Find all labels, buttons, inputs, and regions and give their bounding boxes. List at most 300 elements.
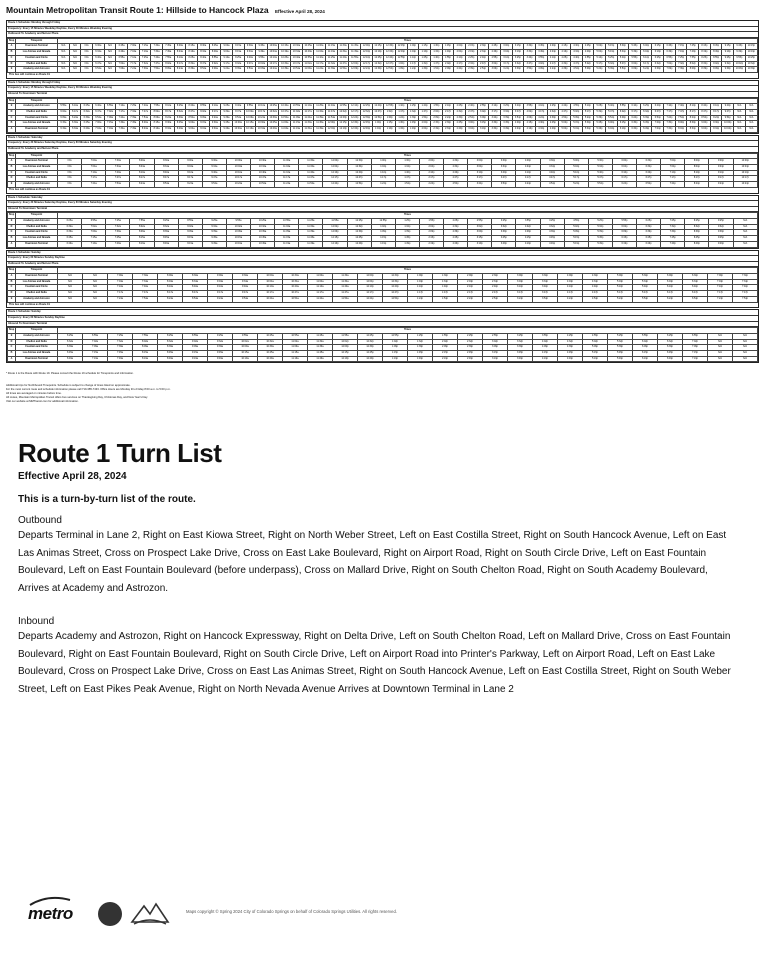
time-cell: 1:49p — [407, 127, 419, 133]
time-cell: 4:32p — [547, 109, 559, 115]
time-cell: 12:17p — [349, 109, 361, 115]
time-cell: 5:30p — [633, 274, 658, 280]
time-cell: 8:25a — [186, 55, 198, 61]
timepoint-name: Chelton and Delta — [16, 224, 58, 230]
time-cell: 9:02p — [710, 61, 722, 67]
stop-letter: C — [8, 285, 16, 291]
time-cell: 5:19p — [583, 356, 608, 362]
time-cell: 8:24a — [162, 115, 174, 121]
time-cell: 7:39p — [661, 230, 685, 236]
timepoint-name: Academy and Astrozon — [16, 104, 58, 110]
time-cell: 4:30p — [570, 44, 582, 50]
timepoint-name: Las Animas and Nevada — [16, 279, 58, 285]
time-cell: 1:39p — [419, 67, 431, 73]
time-cell: 10:49a — [251, 241, 275, 247]
time-cell: 10:04a — [267, 50, 279, 56]
time-cell: 8:00a — [139, 121, 151, 127]
time-cell: 1:25p — [395, 219, 419, 225]
time-cell: 2:00p — [419, 159, 443, 165]
time-cell: 8:49p — [710, 50, 722, 56]
time-cell: 10:00a — [258, 274, 283, 280]
time-cell: 1:19p — [419, 50, 431, 56]
time-cell: 1:39p — [407, 115, 419, 121]
time-cell: 11:47a — [299, 176, 323, 182]
time-cell: 4:30p — [583, 274, 608, 280]
time-cell: 7:39a — [108, 345, 133, 351]
time-cell: 10:32a — [258, 339, 283, 345]
time-cell: 10:39a — [258, 345, 283, 351]
time-cell: 12:15p — [333, 350, 358, 356]
time-cell: 6:54p — [652, 115, 664, 121]
time-cell: 4:54p — [540, 182, 564, 188]
time-cell: 8:02p — [687, 61, 699, 67]
time-cell: 4:49p — [540, 241, 564, 247]
time-cell: 8:17a — [174, 61, 186, 67]
time-cell: 1:24p — [407, 67, 419, 73]
time-cell: 3:02p — [489, 61, 501, 67]
time-cell: 7:09p — [664, 67, 676, 73]
time-cell: 9:09a — [197, 115, 209, 121]
time-cell: N/A — [733, 219, 758, 225]
time-cell: N/A — [733, 230, 758, 236]
time-cell: 6:39a — [58, 345, 83, 351]
time-cell: 11:10a — [302, 104, 314, 110]
time-cell: 12:40p — [384, 55, 396, 61]
time-cell: 3:19p — [468, 241, 492, 247]
time-cell: 10:25a — [258, 333, 283, 339]
time-cell: 8:19a — [186, 50, 198, 56]
time-cell: 3:17p — [489, 109, 501, 115]
time-cell: 7:40a — [106, 170, 130, 176]
time-cell: 1:19p — [384, 127, 396, 133]
time-cell: 9:02a — [197, 109, 209, 115]
time-cell: N/A — [734, 104, 746, 110]
timepoint-name: Academy and Astrozon — [16, 67, 58, 73]
time-cell: 1:15p — [384, 121, 396, 127]
time-cell: 3:45p — [500, 121, 512, 127]
time-cell: 12:19p — [337, 127, 349, 133]
time-cell: 9:55p — [734, 55, 746, 61]
time-cell: 4:40p — [559, 104, 571, 110]
time-cell: N/A — [104, 44, 116, 50]
time-cell: 10:17p — [733, 176, 758, 182]
time-cell: 7:19p — [675, 50, 687, 56]
time-cell: N/A — [81, 61, 93, 67]
time-cell: 8:54a — [186, 115, 198, 121]
time-cell: 7:49p — [661, 241, 685, 247]
time-cell: 8:24p — [687, 115, 699, 121]
time-cell: 2:32p — [465, 61, 477, 67]
time-cell: 10:17a — [267, 61, 279, 67]
time-cell: 11:04a — [314, 50, 326, 56]
time-cell: 10:55a — [302, 55, 314, 61]
stop-letter: C — [8, 115, 16, 121]
time-cell: 6:32a — [58, 224, 82, 230]
time-cell: 6:25p — [658, 333, 683, 339]
time-cell: 3:54p — [533, 296, 558, 302]
table-row — [8, 127, 758, 133]
time-cell: 7:02p — [683, 339, 708, 345]
time-cell: 4:30p — [540, 159, 564, 165]
time-cell: 9:40a — [202, 170, 226, 176]
time-cell: 6:30a — [69, 121, 81, 127]
timepoint-name: Downtown Terminal — [16, 356, 58, 362]
time-cell: 3:55p — [535, 55, 547, 61]
time-cell: 9:32a — [221, 109, 233, 115]
time-cell: 5:15p — [605, 44, 617, 50]
time-cell: 1:45p — [395, 236, 419, 242]
time-cell: 5:30p — [588, 159, 612, 165]
time-cell: 3:00p — [465, 121, 477, 127]
time-cell: 11:17a — [302, 109, 314, 115]
time-cell: 12:32p — [358, 339, 383, 345]
time-cell: 8:25p — [699, 55, 711, 61]
time-cell: 3:09p — [483, 345, 508, 351]
time-cell: 7:04a — [108, 279, 133, 285]
time-cell: 1:02p — [383, 339, 408, 345]
time-cell: 5:49p — [588, 241, 612, 247]
time-cell: 7:19a — [139, 50, 151, 56]
time-cell: 12:00p — [358, 274, 383, 280]
time-cell: 4:30p — [535, 121, 547, 127]
time-cell: 3:10p — [508, 285, 533, 291]
time-cell: 7:54a — [151, 67, 163, 73]
column-header: Times — [58, 268, 758, 274]
time-cell: 2:17p — [454, 61, 466, 67]
time-cell: 3:34p — [533, 279, 558, 285]
time-cell: 1:04p — [372, 127, 384, 133]
time-cell: 4:25p — [547, 104, 559, 110]
time-cell: 5:25p — [608, 333, 633, 339]
time-cell: 10:00p — [722, 121, 734, 127]
time-cell: 1:40p — [433, 285, 458, 291]
time-cell: 1:15p — [371, 236, 395, 242]
time-cell: 9:40a — [244, 55, 256, 61]
time-cell: 11:47a — [337, 61, 349, 67]
time-cell: 6:55a — [82, 219, 106, 225]
effective-date: Effective April 28, 2024 — [274, 9, 325, 14]
time-cell: 4:39p — [547, 115, 559, 121]
time-cell: 10:32a — [279, 61, 291, 67]
time-cell: 4:02p — [533, 339, 558, 345]
time-cell: 7:54p — [675, 115, 687, 121]
time-cell: 6:00p — [605, 121, 617, 127]
time-cell: 5:09p — [583, 345, 608, 351]
time-cell: N/A — [708, 333, 733, 339]
time-cell: 10:04a — [258, 279, 283, 285]
time-cell: 8:04a — [158, 279, 183, 285]
time-cell: 12:54p — [347, 182, 371, 188]
time-cell: 5:47p — [588, 176, 612, 182]
time-cell: 7:17a — [116, 109, 128, 115]
time-cell: 7:34a — [116, 127, 128, 133]
time-cell: 6:00p — [658, 274, 683, 280]
time-cell: 9:04a — [221, 50, 233, 56]
time-cell: 11:15a — [283, 350, 308, 356]
time-cell: 2:15p — [433, 350, 458, 356]
time-cell: 4:00p — [516, 159, 540, 165]
time-cell: N/A — [745, 115, 757, 121]
time-cell: 10:47a — [283, 291, 308, 297]
time-cell: 8:10p — [687, 104, 699, 110]
time-cell: 4:09p — [533, 345, 558, 351]
table-row — [8, 296, 758, 302]
time-cell: 8:09a — [162, 67, 174, 73]
time-cell: 8:02a — [133, 339, 158, 345]
time-cell: 3:55p — [516, 219, 540, 225]
time-cell: 9:10a — [178, 170, 202, 176]
time-cell: 8:17p — [685, 176, 709, 182]
time-cell: 9:19p — [722, 50, 734, 56]
time-cell: 9:04p — [699, 127, 711, 133]
time-cell: N/A — [69, 67, 81, 73]
time-cell: 4:55p — [582, 55, 594, 61]
time-cell: 2:54p — [483, 296, 508, 302]
stop-letter: A — [8, 159, 16, 165]
stop-letter: D — [8, 291, 16, 297]
time-cell: 2:09p — [419, 230, 443, 236]
footnote-line: All routes, Mountain Metropolitan Transit offers bus services on Thanksgiving Day, Christmas Day, and New Year's Day. — [6, 396, 148, 400]
time-cell: 8:55p — [710, 55, 722, 61]
time-cell: 9:25p — [722, 55, 734, 61]
time-cell: 5:32p — [605, 61, 617, 67]
column-header: Timepoint — [16, 213, 58, 219]
time-cell: 9:30a — [202, 159, 226, 165]
time-cell: 5:04p — [559, 127, 571, 133]
stop-letter: B — [8, 164, 16, 170]
time-cell: 2:10p — [442, 104, 454, 110]
time-cell: 12:45p — [358, 350, 383, 356]
time-cell: 1:45p — [407, 121, 419, 127]
time-cell: 7:02a — [82, 224, 106, 230]
time-cell: 10:30a — [291, 44, 303, 50]
time-cell: 10:25a — [251, 219, 275, 225]
time-cell: N/A — [733, 350, 758, 356]
city-seal-icon — [98, 902, 122, 926]
time-cell: 12:32p — [347, 224, 371, 230]
time-cell: 10:30a — [283, 274, 308, 280]
time-cell: 3:54p — [524, 67, 536, 73]
time-cell: 10:04a — [226, 164, 250, 170]
time-cell: 8:55a — [178, 219, 202, 225]
time-cell: 6:02p — [617, 109, 629, 115]
time-cell: N/A — [81, 67, 93, 73]
time-cell: 5:00p — [608, 274, 633, 280]
time-cell: 5:34p — [582, 127, 594, 133]
time-cell: N/A — [104, 61, 116, 67]
schedule-block — [6, 309, 759, 363]
time-cell: 2:45p — [454, 121, 466, 127]
time-cell: 4:39p — [558, 345, 583, 351]
time-cell: 12:49p — [358, 356, 383, 362]
time-cell: 5:40p — [605, 104, 617, 110]
timepoint-name: Chelton and Delta — [16, 109, 58, 115]
time-cell: 8:10a — [130, 170, 154, 176]
time-cell: 10:24a — [226, 182, 250, 188]
time-cell: 8:54a — [183, 296, 208, 302]
time-cell: 9:49a — [202, 241, 226, 247]
time-cell: 9:24p — [710, 115, 722, 121]
time-cell: 3:49p — [492, 241, 516, 247]
time-cell: 2:49p — [489, 50, 501, 56]
time-cell: 11:40a — [333, 285, 358, 291]
time-cell: 10:34a — [283, 279, 308, 285]
time-cell: 12:19p — [333, 356, 358, 362]
time-cell: 10:54a — [283, 296, 308, 302]
time-cell: 3:25p — [512, 55, 524, 61]
time-cell: 6:40p — [652, 104, 664, 110]
time-cell: 9:30a — [233, 274, 258, 280]
time-cell: 10:24a — [267, 67, 279, 73]
time-cell: 8:02a — [151, 109, 163, 115]
time-cell: 4:00p — [512, 121, 524, 127]
time-cell: 12:45p — [396, 44, 408, 50]
time-cell: 8:32a — [154, 224, 178, 230]
timepoint-name: Fountain and Circle — [16, 115, 58, 121]
column-header: Stop — [8, 268, 16, 274]
time-cell: 2:49p — [458, 356, 483, 362]
time-cell: 10:17a — [256, 109, 268, 115]
time-cell: 2:00p — [419, 121, 431, 127]
time-cell: 2:17p — [458, 291, 483, 297]
time-cell: 4:15p — [516, 236, 540, 242]
time-cell: 10:02a — [244, 109, 256, 115]
time-cell: 10:40a — [283, 285, 308, 291]
metro-swoosh-icon — [28, 896, 72, 906]
time-cell: 8:00p — [685, 159, 709, 165]
time-cell: 11:34a — [302, 127, 314, 133]
timepoint-name: Academy and Astrozon — [16, 219, 58, 225]
time-cell: 3:55p — [533, 333, 558, 339]
time-cell: N/A — [708, 345, 733, 351]
time-cell: 12:24p — [361, 67, 373, 73]
time-cell: 5:17p — [564, 176, 588, 182]
time-cell: 1:39p — [408, 345, 433, 351]
time-cell: 9:00p — [709, 159, 733, 165]
time-cell: 1:00p — [372, 121, 384, 127]
time-cell: 9:00a — [208, 274, 233, 280]
time-cell: 9:45a — [202, 236, 226, 242]
time-cell: 4:24p — [547, 67, 559, 73]
time-cell: 6:10p — [612, 170, 636, 176]
time-cell: 5:10p — [608, 285, 633, 291]
time-cell: N/A — [58, 44, 70, 50]
time-cell: 7:04a — [82, 164, 106, 170]
time-cell: 5:24p — [594, 67, 606, 73]
schedule-header: Inbound To Downtown Terminal — [7, 92, 758, 98]
time-cell: 8:34a — [162, 127, 174, 133]
time-cell: 12:39p — [372, 67, 384, 73]
time-cell: 3:45p — [492, 236, 516, 242]
time-cell: 2:04p — [419, 127, 431, 133]
time-cell: 9:55a — [244, 104, 256, 110]
time-cell: 1:47p — [431, 61, 443, 67]
time-cell: 12:34p — [383, 279, 408, 285]
time-cell: 7:24p — [708, 296, 733, 302]
time-cell: 5:10p — [594, 55, 606, 61]
time-cell: 1:49p — [442, 50, 454, 56]
time-cell: 7:00p — [708, 274, 733, 280]
time-cell: 7:02p — [664, 61, 676, 67]
stop-letter: D — [8, 61, 16, 67]
time-cell: 9:09a — [209, 67, 221, 73]
time-cell: 3:15p — [483, 350, 508, 356]
time-cell: 6:17p — [640, 61, 652, 67]
time-cell: 9:19a — [183, 356, 208, 362]
timepoint-name: Las Animas and Nevada — [16, 350, 58, 356]
time-cell: 1:55p — [419, 219, 443, 225]
timepoint-name: Downtown Terminal — [16, 127, 58, 133]
table-row — [8, 170, 758, 176]
time-cell: N/A — [733, 236, 758, 242]
table-row — [8, 230, 758, 236]
time-cell: 6:54a — [92, 67, 104, 73]
timepoint-name: Las Animas and Nevada — [16, 50, 58, 56]
time-cell: 2:55p — [477, 104, 489, 110]
time-cell: 11:09a — [283, 345, 308, 351]
time-cell: 6:47p — [652, 109, 664, 115]
time-cell: 10:10a — [226, 170, 250, 176]
time-cell: 2:15p — [431, 121, 443, 127]
time-cell: 12:39p — [347, 230, 371, 236]
time-cell: 4:04p — [547, 50, 559, 56]
time-cell: 9:49a — [221, 127, 233, 133]
time-cell: 2:24p — [419, 182, 443, 188]
schedule-table — [7, 327, 758, 362]
time-cell: 6:49a — [81, 127, 93, 133]
time-cell: 7:49a — [127, 127, 139, 133]
time-cell: 10:40a — [291, 55, 303, 61]
time-cell: 11:45a — [314, 121, 326, 127]
time-cell: 5:04p — [608, 279, 633, 285]
time-cell: 1:24p — [408, 296, 433, 302]
time-cell: 3:25p — [508, 333, 533, 339]
time-cell: 4:32p — [559, 61, 571, 67]
time-cell: 2:45p — [489, 44, 501, 50]
time-cell: 7:09a — [83, 345, 108, 351]
time-cell: 2:19p — [431, 127, 443, 133]
time-cell: 2:04p — [419, 164, 443, 170]
time-cell: 8:40a — [186, 104, 198, 110]
time-cell: 2:32p — [454, 109, 466, 115]
time-cell: 10:32a — [251, 224, 275, 230]
time-cell: 12:30p — [347, 159, 371, 165]
time-cell: N/A — [83, 291, 108, 297]
time-cell: 7:55a — [133, 333, 158, 339]
time-cell: 8:04a — [139, 127, 151, 133]
time-cell: 1:32p — [395, 224, 419, 230]
time-cell: 7:30a — [151, 44, 163, 50]
time-cell: 1:55p — [442, 55, 454, 61]
time-cell: 11:39a — [326, 67, 338, 73]
time-cell: 7:09a — [104, 115, 116, 121]
time-cell: 9:32a — [202, 224, 226, 230]
time-cell: 8:32a — [174, 109, 186, 115]
time-cell: 10:34a — [291, 50, 303, 56]
time-cell: 9:10p — [709, 170, 733, 176]
time-cell: 7:25a — [139, 55, 151, 61]
time-cell: 1:39p — [395, 230, 419, 236]
time-cell: 1:19p — [383, 356, 408, 362]
stop-letter: A — [8, 241, 16, 247]
stop-letter: B — [8, 50, 16, 56]
timepoint-name: Academy and Astrozon — [16, 182, 58, 188]
time-cell: 6:39p — [658, 345, 683, 351]
time-cell: 2:30p — [444, 159, 468, 165]
time-cell: 6:49a — [58, 241, 82, 247]
time-cell: 8:34a — [197, 50, 209, 56]
time-cell: 6:39p — [640, 115, 652, 121]
